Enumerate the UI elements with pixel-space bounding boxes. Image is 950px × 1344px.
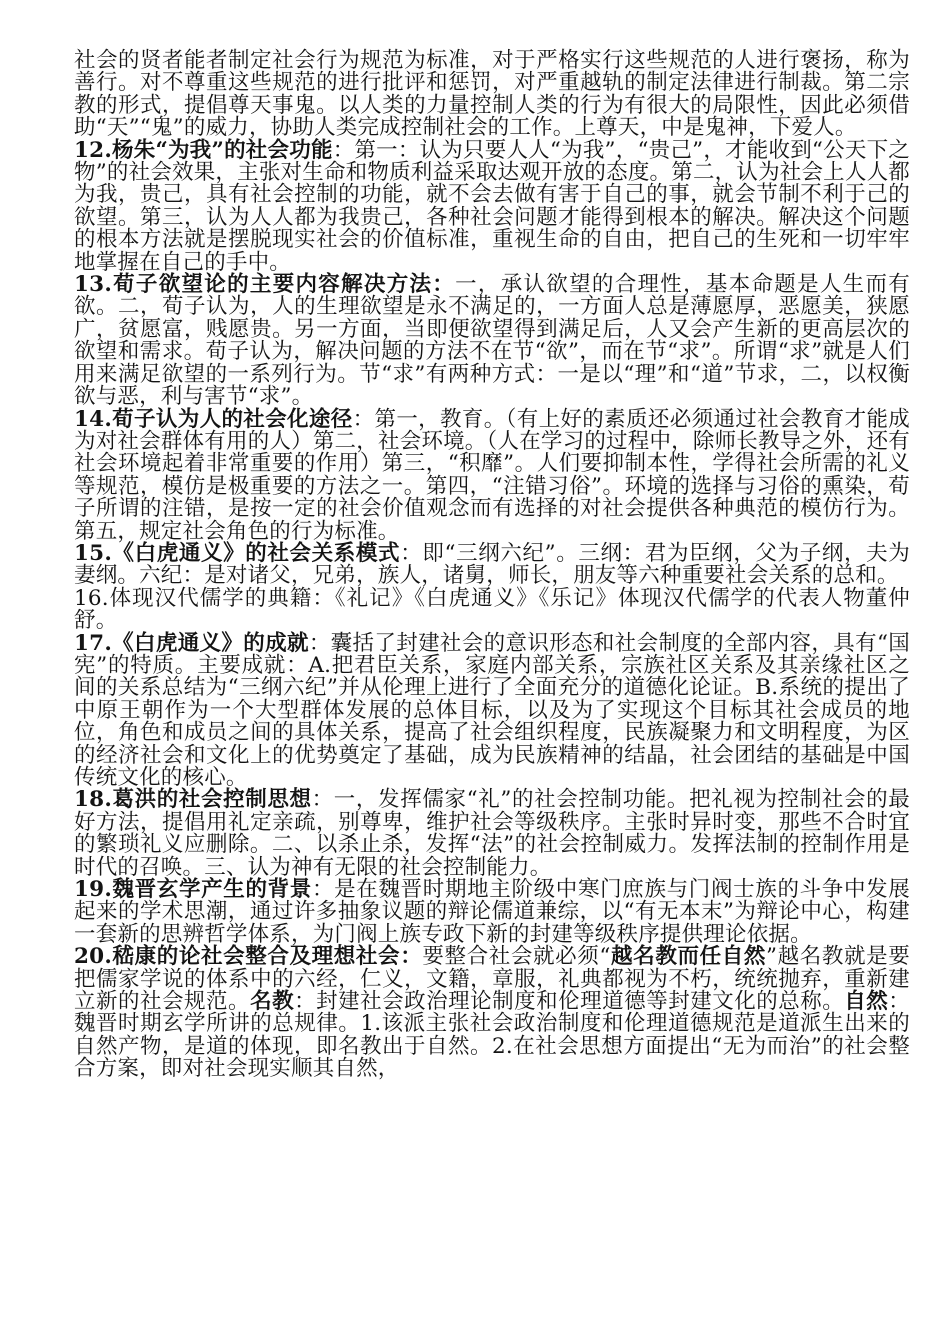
body-text: ：是在魏晋时期地主阶级中寒门庶族与门阀士族的斗争中发展起来的学术思潮，通过许多抽象议题的辩论儒道兼综，以“有无本末”为辩论中心，构建一套新的思辨哲学体系，为门阀上族专政下新的封建等级秩序提供理论依据。 [74,877,910,947]
paragraph [74,585,910,634]
paragraph [74,789,910,879]
body-text: ：魏晋时期玄学所讲的总规律。1.该派主张社会政治制度和伦理道德规范是道派生出来的自然产物，是道的体现，即名教出于自然。2.在社会思想方面提出“无为而治”的社会整合方案，即对社会现实顺其自然， [74,989,910,1082]
bold-heading-text: 18.葛洪的社会控制思想 [74,787,312,813]
bold-heading-text: 名教 [250,989,295,1015]
body-text: ：囊括了封建社会的意识形态和社会制度的全部内容，具有“国宪”的特质。主要成就：A.把君臣关系，家庭内部关系，宗族社区关系及其亲缘社区之间的关系总结为“三纲六纪”并从伦理上进行了全面充分的道德化论证。B.系统的提出了中原王朝作为一个大型群体发展的总体目标，以及为了实现这个目标其社会成员的地位，角色和成员之间的具体关系，提高了社会组织程度，民族凝聚力和文明程度，为区的经济社会和文化上的优势奠定了基础，成为民族精神的结晶，社会团结的基础是中国传统文化的核心。 [74,630,910,790]
bold-heading-text: 19.魏晋玄学产生的背景 [74,877,312,903]
bold-heading-text: 13.荀子欲望论的主要内容解决方法： [74,272,456,298]
body-text: ”越名教就是要把儒家学说的体系中的六经，仁义，文籍，章服，礼典都视为不朽，统统抛弃，重新建立新的社会规范。 [74,944,910,1015]
body-text: ：一，发挥儒家“礼”的社会控制功能。把礼视为控制社会的最好方法，提倡用礼定亲疏，别尊卑，维护社会等级秩序。主张时异时变，那些不合时宜的繁琐礼义应删除。二、以杀止杀，发挥“法”的社会控制威力。发挥法制的控制作用是时代的召唤。三、认为神有无限的社会控制能力。 [74,787,910,880]
bold-heading-text: 越名教而任自然 [610,944,766,970]
paragraph [74,137,910,275]
body-text: 一，承认欲望的合理性，基本命题是人生而有欲。二，荀子认为，人的生理欲望是永不满足的，一方面人总是薄愿厚，恶愿美，狭愿广，贫愿富，贱愿贵。另一方面，当即便欲望得到满足后，人又会产生新的更高层次的欲望和需求。荀子认为，解决问题的方法不在节“欲”，而在节“求”。所谓“求”就是人们用来满足欲望的一系列行为。节“求”有两种方式：一是以“理”和“道”节求，二，以权衡欲与恶，利与害节“求”。 [74,272,910,410]
paragraph [74,274,910,408]
body-text: 要整合社会就必须“ [422,944,611,970]
body-text: 16.体现汉代儒学的典籍：《礼记》《白虎通义》《乐记》体现汉代儒学的代表人物董仲舒。 [74,585,910,634]
bold-heading-text: 12.杨朱“为我”的社会功能 [74,137,333,163]
paragraph [74,50,910,140]
paragraph [74,540,910,589]
body-text: ：第一：认为只要人人“为我”，“贵己”，才能收到“公天下之物”的社会效果，主张对生命和物质利益采取达观开放的态度。第二，认为社会上人人都为我，贵己，具有社会控制的功能，就不会去做有害于自己的事，就会节制不利于己的欲望。第三，认为人人都为我贵己，各种社会问题才能得到根本的解决。解决这个问题的根本方法就是摆脱现实社会的价值标准，重视生命的自由，把自己的生死和一切牢牢地掌握在自己的手中。 [74,137,910,275]
body-text: ：第一，教育。（有上好的素质还必须通过社会教育才能成为对社会群体有用的人）第二，社会环境。（人在学习的过程中，除师长教导之外，还有社会环境起着非常重要的作用）第三，“积靡”。人们要抑制本性，学得社会所需的礼义等规范，模仿是极重要的方法之一。第四，“注错习俗”。环境的选择与习俗的熏染，荀子所谓的注错，是按一定的社会价值观念而有选择的对社会提供各种典范的模仿行为。第五，规定社会角色的行为标准。 [74,406,910,544]
paragraph [74,406,910,544]
bold-heading-text: 自然 [844,989,889,1015]
bold-heading-text: 14.荀子认为人的社会化途径 [74,406,353,432]
document-body [74,50,910,1081]
body-text: ：即“三纲六纪”。三纲：君为臣纲，父为子纲，夫为妻纲。六纪：是对诸父，兄弟，族人，诸舅，师长，朋友等六种重要社会关系的总和。 [74,540,910,589]
body-text: ：封建社会政治理论制度和伦理道德等封建文化的总称。 [294,989,845,1015]
paragraph [74,630,910,790]
bold-heading-text: 20.嵇康的论社会整合及理想社会： [74,944,423,970]
bold-heading-text: 15.《白虎通义》的社会关系模式 [74,540,401,566]
paragraph [74,879,910,946]
paragraph [74,946,910,1080]
body-text: 社会的贤者能者制定社会行为规范为标准，对于严格实行这些规范的人进行褒扬，称为善行。对不尊重这些规范的进行批评和惩罚，对严重越轨的制定法律进行制裁。第二宗教的形式，提倡尊天事鬼。以人类的力量控制人类的行为有很大的局限性，因此必须借助“天”“鬼”的威力，协助人类完成控制社会的工作。上尊天，中是鬼神，下爱人。 [74,48,910,141]
bold-heading-text: 17.《白虎通义》的成就 [74,630,309,656]
